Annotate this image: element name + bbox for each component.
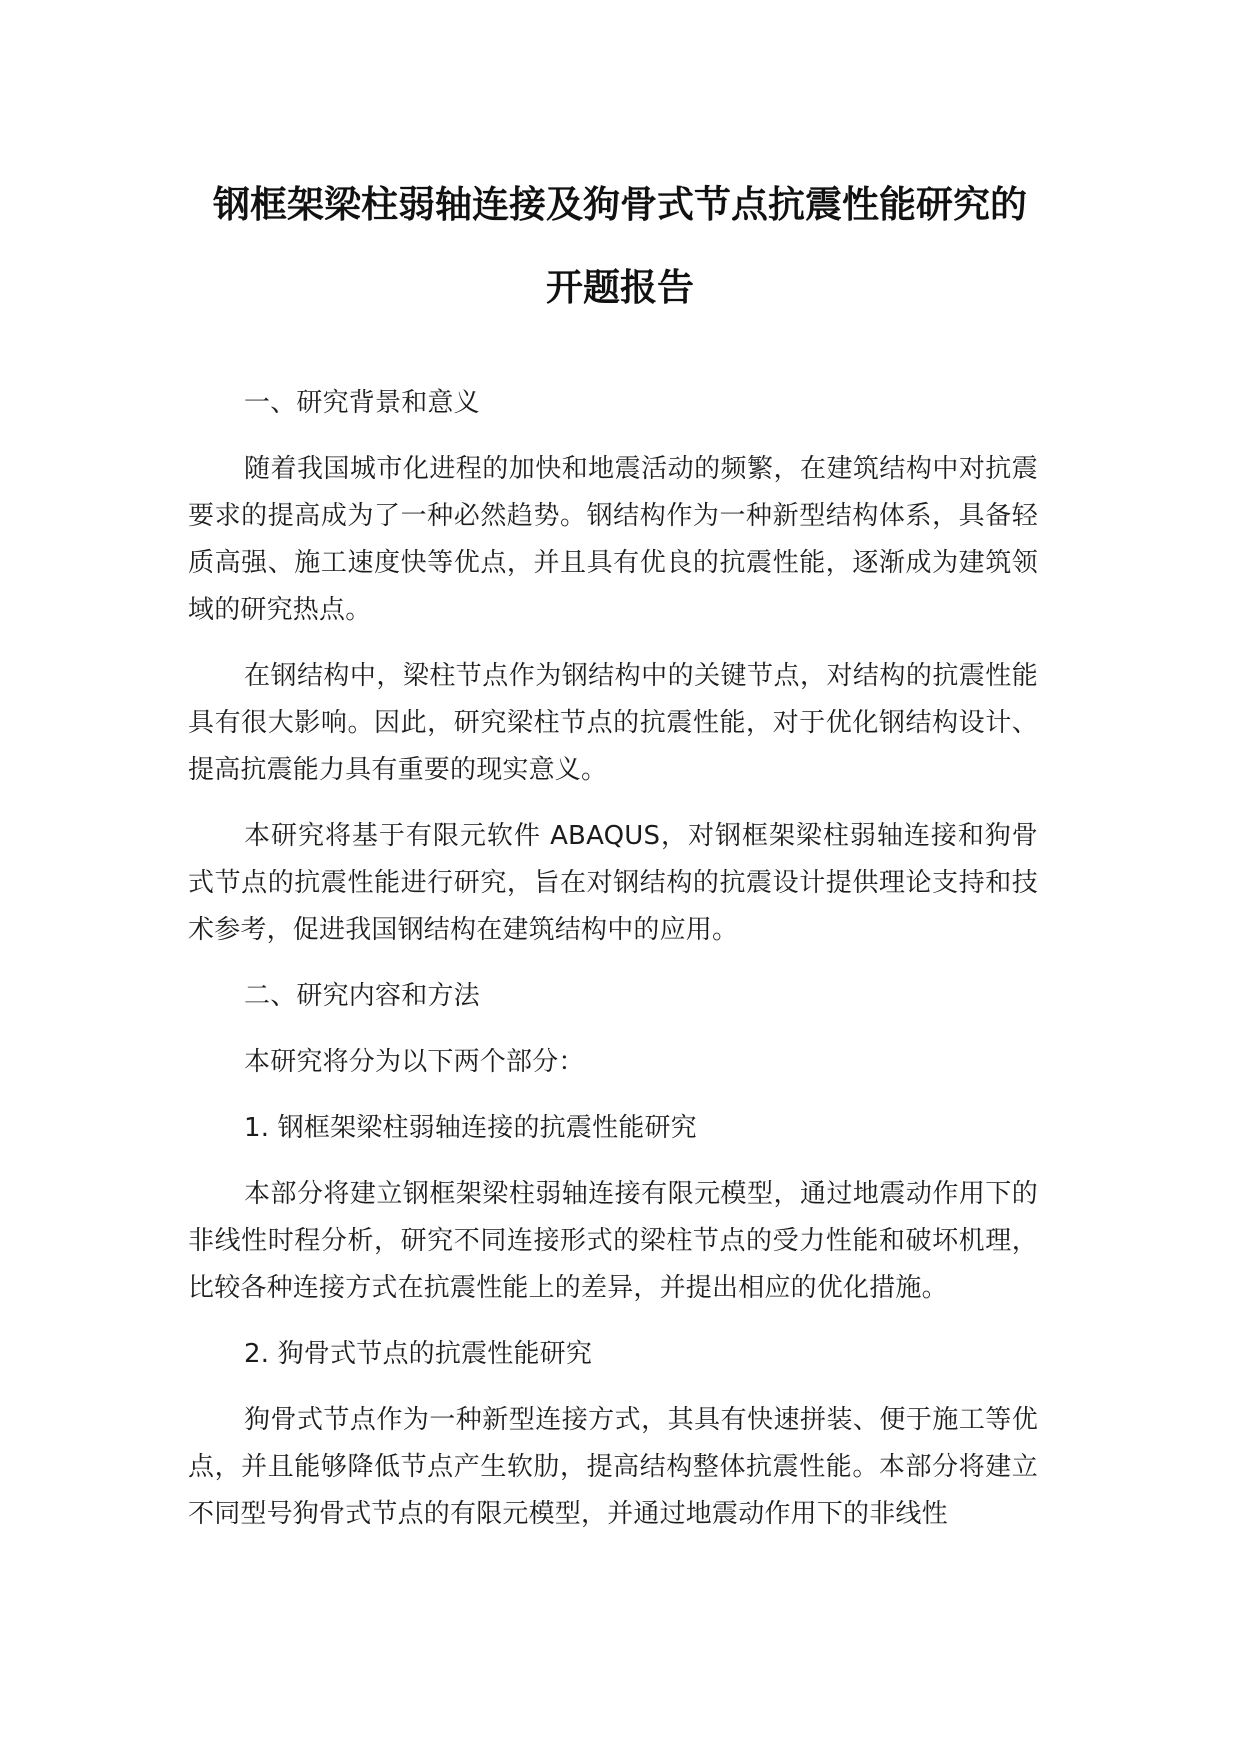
paragraph-1: 随着我国城市化进程的加快和地震活动的频繁，在建筑结构中对抗震要求的提高成为了一种必然趋势。钢结构作为一种新型结构体系，具备轻质高强、施工速度快等优点，并且具有优良的抗震性能，逐渐成为建筑领域的研究热点。 — [188, 454, 1038, 625]
document-body — [188, 380, 1038, 1557]
paragraph-2: 在钢结构中，梁柱节点作为钢结构中的关键节点，对结构的抗震性能具有很大影响。因此，研究梁柱节点的抗震性能，对于优化钢结构设计、提高抗震能力具有重要的现实意义。 — [188, 661, 1038, 785]
document-title-line-2: 开题报告 — [546, 266, 694, 309]
paragraph-4: 本研究将分为以下两个部分： — [244, 1047, 585, 1077]
paragraph-3: 本研究将基于有限元软件 ABAQUS，对钢框架梁柱弱轴连接和狗骨式节点的抗震性能进行研究，旨在对钢结构的抗震设计提供理论支持和技术参考，促进我国钢结构在建筑结构中的应用。 — [188, 821, 1038, 945]
paragraph-6: 狗骨式节点作为一种新型连接方式，其具有快速拼装、便于施工等优点，并且能够降低节点产生软肋，提高结构整体抗震性能。本部分将建立不同型号狗骨式节点的有限元模型，并通过地震动作用下的非线性 — [188, 1405, 1038, 1529]
document-title-line-1: 钢框架梁柱弱轴连接及狗骨式节点抗震性能研究的 — [213, 183, 1027, 226]
subsection-heading-2: 2. 狗骨式节点的抗震性能研究 — [244, 1339, 593, 1369]
section-heading-background: 一、研究背景和意义 — [244, 388, 480, 418]
subsection-heading-1: 1. 钢框架梁柱弱轴连接的抗震性能研究 — [244, 1113, 697, 1143]
section-heading-methods: 二、研究内容和方法 — [244, 981, 480, 1011]
paragraph-5: 本部分将建立钢框架梁柱弱轴连接有限元模型，通过地震动作用下的非线性时程分析，研究不同连接形式的梁柱节点的受力性能和破坏机理，比较各种连接方式在抗震性能上的差异，并提出相应的优化措施。 — [188, 1179, 1038, 1303]
